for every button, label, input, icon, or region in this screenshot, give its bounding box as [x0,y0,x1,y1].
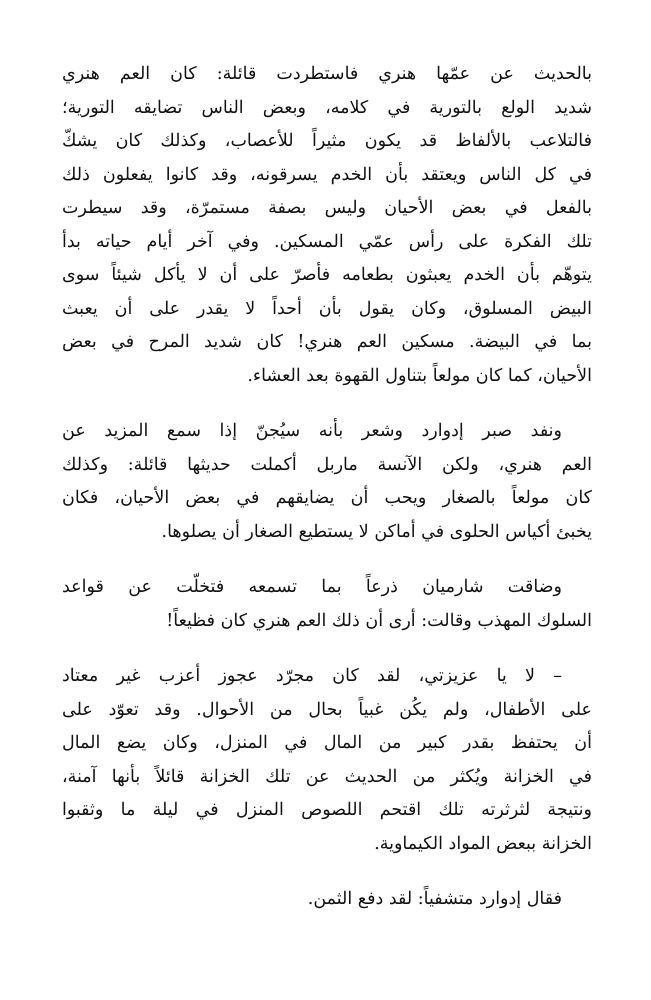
text-line: السلوك المهذب وقالت: أرى أن ذلك العم هنري كان فظيعاً! [166,610,592,631]
text-line: على الأطفال، ولم يكُن غبياً بحال من الأحوال. وقد تعوّد على [62,699,592,720]
text-line: أن يحتفظ بقدر كبير من المال في المنزل، وكان يضع المال [62,733,592,753]
text-line: شديد الولع بالتورية في كلامه، وبعض الناس تضايقه التورية؛ [62,97,592,118]
text-line: العم هنري، ولكن الآنسة ماربل أكملت حديثها قائلة: وكذلك [62,454,592,475]
text-line: في كل الناس ويعتقد بأن الخدم يسرقونه، وقد كانوا يفعلون ذلك [62,164,592,185]
text-line: الخزانة ببعض المواد الكيماوية. [374,833,592,854]
text-line: فالتلاعب بالألفاظ قد يكون مثيراً للأعصاب، وكذلك كان يشكّ [62,131,592,151]
text-line: يتوهّم بأن الخدم يعبثون بطعامه فأصرّ على أن لا يأكل شيئاً سوى [62,265,592,285]
text-line: يخبئ أكياس الحلوى في أماكن لا يستطيع الصغار أن يصلوها. [161,521,592,542]
text-line: وضاقت شارميان ذرعاً بما تسمعه فتخلّت عن قواعد [62,577,562,597]
paragraph-uncle-henry [62,58,592,393]
text-line: البيض المسلوق، وكان يقول بأن أحداً لا يقدر على أن يعبث [62,298,592,319]
text-line: – لا يا عزيزتي، لقد كان مجرّد عجوز أعزب غير معتاد [62,666,562,686]
text-line: كان مولعاً بالصغار ويحب أن يضايقهم في بعض الأحيان، فكان [62,488,592,508]
text-line: فقال إدوارد متشفياً: لقد دفع الثمن. [307,889,562,909]
paragraph-edward-impatience [62,415,592,549]
text-line: بالفعل في بعض الأحيان وليس بصفة مستمرّة، وقد سيطرت [62,198,592,218]
text-line: تلك الفكرة على رأس عمّي المسكين. وفي آخر أيام حياته بدأ [62,231,592,252]
paragraph-edward-gloat [62,883,592,917]
text-line: في الخزانة ويُكثر من الحديث عن تلك الخزانة قائلاً بأنها آمنة، [62,766,592,787]
book-page [62,58,592,917]
text-line: بالحديث عن عمّها هنري فاستطردت قائلة: كان العم هنري [62,64,592,84]
text-line: بما في البيضة. مسكين العم هنري! كان شديد المرح في بعض [62,332,592,352]
text-line: ونفد صبر إدوارد وشعر بأنه سيُجنّ إذا سمع المزيد عن [62,421,562,441]
paragraph-charmian-reply [62,571,592,638]
paragraph-marple-reply [62,660,592,861]
text-line: الأحيان، كما كان مولعاً بتناول القهوة بعد العشاء. [247,365,592,386]
text-line: ونتيجة لثرثرته تلك اقتحم اللصوص المنزل في ليلة ما وثقبوا [62,800,592,820]
